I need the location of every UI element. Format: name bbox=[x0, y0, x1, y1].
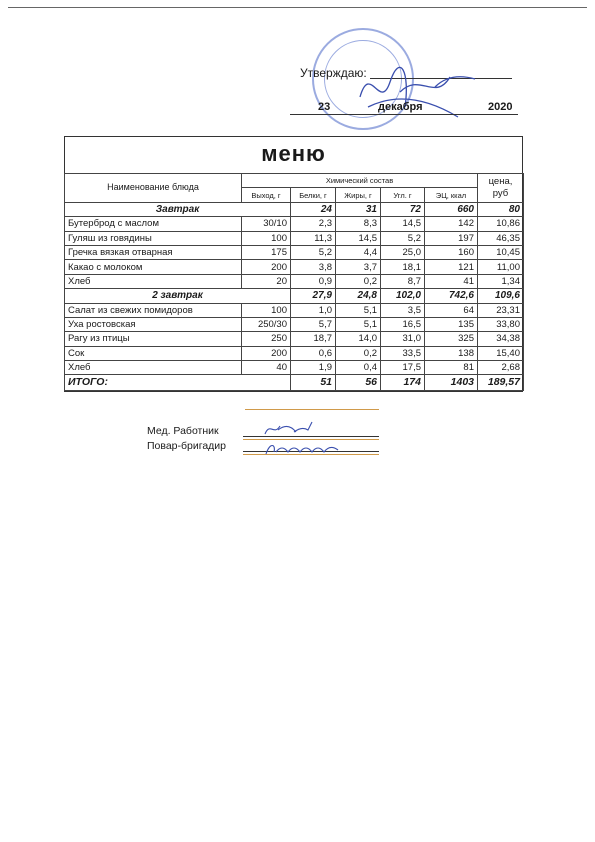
fat-cell: 8,3 bbox=[336, 217, 381, 231]
dish-output: 100 bbox=[242, 303, 291, 317]
dish-output: 100 bbox=[242, 231, 291, 245]
menu-title: меню bbox=[261, 141, 326, 166]
energy-cell: 325 bbox=[425, 332, 478, 346]
fat-cell: 0,4 bbox=[336, 361, 381, 375]
protein-cell: 2,3 bbox=[291, 217, 336, 231]
fat-cell: 0,2 bbox=[336, 274, 381, 288]
price-cell: 15,40 bbox=[478, 346, 524, 360]
protein-cell: 1,9 bbox=[291, 361, 336, 375]
energy-cell: 197 bbox=[425, 231, 478, 245]
fat-cell: 31 bbox=[336, 202, 381, 216]
table-row bbox=[65, 361, 524, 375]
carb-cell: 16,5 bbox=[381, 317, 425, 331]
energy-cell: 121 bbox=[425, 260, 478, 274]
fat-cell: 5,1 bbox=[336, 317, 381, 331]
total-p-cell: 189,57 bbox=[478, 375, 524, 391]
price-cell: 34,38 bbox=[478, 332, 524, 346]
energy-cell: 742,6 bbox=[425, 289, 478, 303]
carb-cell: 8,7 bbox=[381, 274, 425, 288]
cook-label: Повар-бригадир bbox=[147, 440, 227, 452]
dish-output: 20 bbox=[242, 274, 291, 288]
signature-line-top bbox=[245, 409, 379, 410]
price-cell: 80 bbox=[478, 202, 524, 216]
top-border-line bbox=[8, 7, 587, 8]
dish-name: Хлеб bbox=[65, 274, 242, 288]
dish-output: 175 bbox=[242, 245, 291, 259]
section-row bbox=[65, 202, 524, 216]
total-label: ИТОГО: bbox=[65, 375, 291, 391]
header-row bbox=[65, 174, 524, 188]
price-cell: 33,80 bbox=[478, 317, 524, 331]
approval-day: 23 bbox=[318, 101, 331, 113]
energy-cell: 64 bbox=[425, 303, 478, 317]
fat-cell: 0,2 bbox=[336, 346, 381, 360]
carb-cell: 72 bbox=[381, 202, 425, 216]
approval-year: 2020 bbox=[488, 101, 513, 113]
dish-name: Бутерброд с маслом bbox=[65, 217, 242, 231]
carb-cell: 18,1 bbox=[381, 260, 425, 274]
table-row bbox=[65, 274, 524, 288]
table-row bbox=[65, 245, 524, 259]
dish-name: Гречка вязкая отварная bbox=[65, 245, 242, 259]
fat-cell: 14,5 bbox=[336, 231, 381, 245]
col-output: Выход, г bbox=[242, 188, 291, 202]
chem-header: Химический состав bbox=[242, 174, 478, 188]
dish-name: Сок bbox=[65, 346, 242, 360]
cook-signature bbox=[262, 440, 352, 458]
table-row bbox=[65, 317, 524, 331]
total-e-cell: 1403 bbox=[425, 375, 478, 391]
price-cell: 1,34 bbox=[478, 274, 524, 288]
dish-name: Уха ростовская bbox=[65, 317, 242, 331]
price-header-line1: цена, bbox=[488, 175, 513, 187]
energy-cell: 81 bbox=[425, 361, 478, 375]
approve-label: Утверждаю: bbox=[300, 66, 367, 80]
col-fat: Жиры, г bbox=[336, 188, 381, 202]
dish-output: 250 bbox=[242, 332, 291, 346]
carb-cell: 14,5 bbox=[381, 217, 425, 231]
protein-cell: 3,8 bbox=[291, 260, 336, 274]
carb-cell: 3,5 bbox=[381, 303, 425, 317]
table-row bbox=[65, 217, 524, 231]
table-row bbox=[65, 346, 524, 360]
price-header-line2: руб bbox=[492, 187, 509, 199]
price-header bbox=[478, 174, 524, 203]
dish-name: Какао с молоком bbox=[65, 260, 242, 274]
carb-cell: 5,2 bbox=[381, 231, 425, 245]
price-cell: 23,31 bbox=[478, 303, 524, 317]
med-worker-label: Мед. Работник bbox=[147, 425, 219, 437]
price-cell: 109,6 bbox=[478, 289, 524, 303]
total-b-cell: 51 bbox=[291, 375, 336, 391]
fat-cell: 5,1 bbox=[336, 303, 381, 317]
price-cell: 10,86 bbox=[478, 217, 524, 231]
section-label: 2 завтрак bbox=[65, 289, 291, 303]
price-cell: 46,35 bbox=[478, 231, 524, 245]
dish-name: Гуляш из говядины bbox=[65, 231, 242, 245]
dish-output: 200 bbox=[242, 346, 291, 360]
table-row bbox=[65, 332, 524, 346]
energy-cell: 660 bbox=[425, 202, 478, 216]
energy-cell: 41 bbox=[425, 274, 478, 288]
dish-output: 30/10 bbox=[242, 217, 291, 231]
energy-cell: 160 bbox=[425, 245, 478, 259]
protein-cell: 5,7 bbox=[291, 317, 336, 331]
energy-cell: 135 bbox=[425, 317, 478, 331]
protein-cell: 5,2 bbox=[291, 245, 336, 259]
dish-output: 200 bbox=[242, 260, 291, 274]
fat-cell: 3,7 bbox=[336, 260, 381, 274]
approval-month: декабря bbox=[378, 101, 423, 113]
protein-cell: 1,0 bbox=[291, 303, 336, 317]
dish-name: Рагу из птицы bbox=[65, 332, 242, 346]
fat-cell: 24,8 bbox=[336, 289, 381, 303]
carb-cell: 33,5 bbox=[381, 346, 425, 360]
price-cell: 2,68 bbox=[478, 361, 524, 375]
section-row bbox=[65, 289, 524, 303]
carb-cell: 31,0 bbox=[381, 332, 425, 346]
dish-output: 40 bbox=[242, 361, 291, 375]
total-c-cell: 174 bbox=[381, 375, 425, 391]
carb-cell: 17,5 bbox=[381, 361, 425, 375]
section-label: Завтрак bbox=[65, 202, 291, 216]
menu-table bbox=[64, 173, 524, 391]
protein-cell: 18,7 bbox=[291, 332, 336, 346]
col-energy: ЭЦ, ккал bbox=[425, 188, 478, 202]
protein-cell: 0,6 bbox=[291, 346, 336, 360]
price-cell: 10,45 bbox=[478, 245, 524, 259]
date-line bbox=[290, 114, 518, 115]
protein-cell: 24 bbox=[291, 202, 336, 216]
carb-cell: 25,0 bbox=[381, 245, 425, 259]
col-protein: Белки, г bbox=[291, 188, 336, 202]
carb-cell: 102,0 bbox=[381, 289, 425, 303]
price-cell: 11,00 bbox=[478, 260, 524, 274]
table-row bbox=[65, 303, 524, 317]
med-signature bbox=[260, 420, 320, 440]
total-f-cell: 56 bbox=[336, 375, 381, 391]
table-row bbox=[65, 260, 524, 274]
dish-output: 250/30 bbox=[242, 317, 291, 331]
energy-cell: 142 bbox=[425, 217, 478, 231]
dish-header: Наименование блюда bbox=[65, 174, 242, 203]
fat-cell: 4,4 bbox=[336, 245, 381, 259]
energy-cell: 138 bbox=[425, 346, 478, 360]
protein-cell: 0,9 bbox=[291, 274, 336, 288]
dish-name: Хлеб bbox=[65, 361, 242, 375]
protein-cell: 27,9 bbox=[291, 289, 336, 303]
total-row bbox=[65, 375, 524, 391]
dish-name: Салат из свежих помидоров bbox=[65, 303, 242, 317]
fat-cell: 14,0 bbox=[336, 332, 381, 346]
col-carb: Угл. г bbox=[381, 188, 425, 202]
protein-cell: 11,3 bbox=[291, 231, 336, 245]
table-row bbox=[65, 231, 524, 245]
